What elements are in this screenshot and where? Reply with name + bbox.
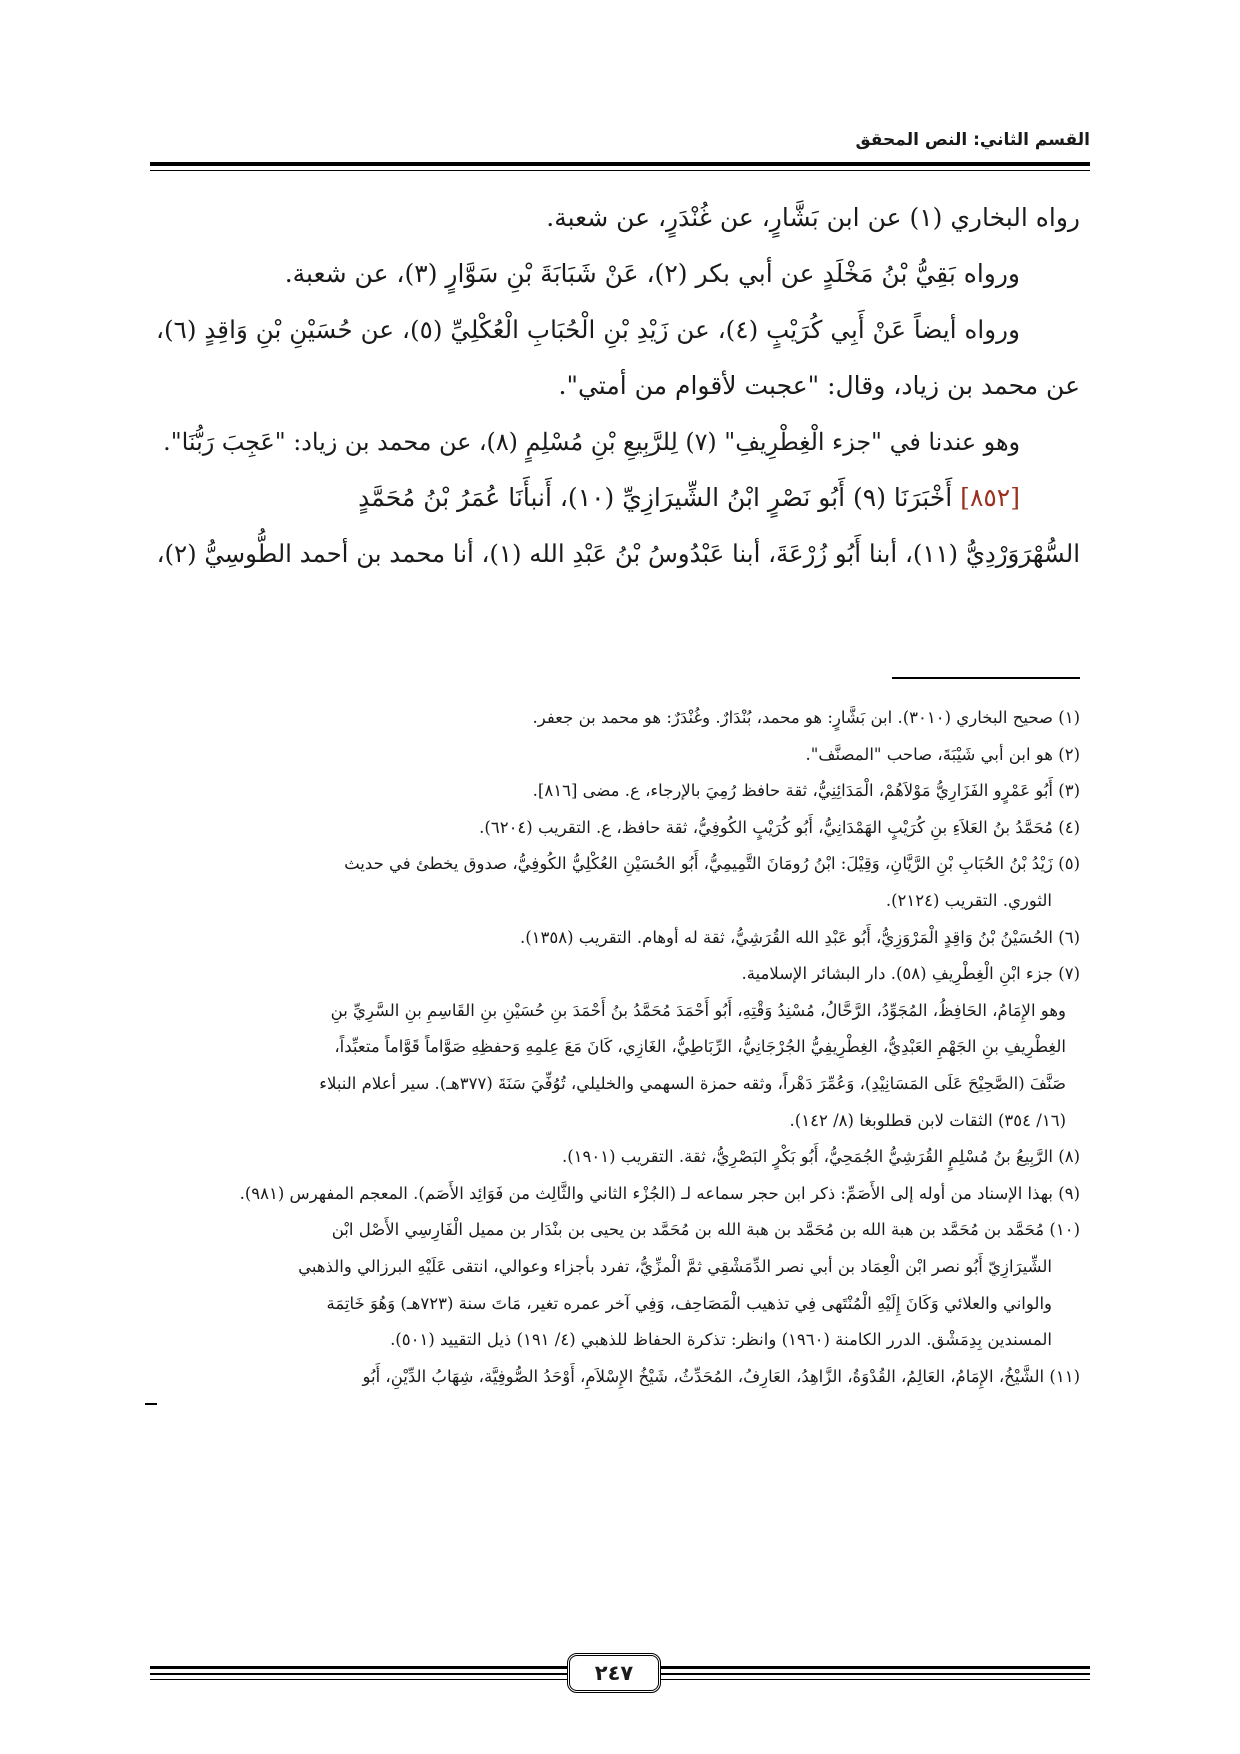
- footnote-line: (١٠) مُحَمَّد بن مُحَمَّد بن هبة الله بن مُحَمَّد بن هبة الله بن مُحَمَّد بن يحيى بن بنْدَار بن مميل الْفَارِسِي الأَصْل ابْن: [331, 1220, 1080, 1240]
- main-text: [155, 190, 1080, 582]
- footnote-line: (٥) زَيْدُ بْنُ الحُبَابِ بْنِ الرَّيَّانِ، وَقِيْلَ: ابْنُ رُومَانَ التَّمِيمِيُّ، أَبُو الحُسَيْنِ العُكْلِيُّ الكُوفِيُّ، صدوق يخطئ في حديث: [344, 854, 1080, 874]
- main-line: رواه البخاري (١) عن ابن بَشَّارٍ، عن غُنْدَرٍ، عن شعبة.: [546, 203, 1080, 232]
- main-line: عن محمد بن زياد، وقال: "عجبت لأقوام من أمتي".: [558, 371, 1080, 400]
- footnotes: [145, 700, 1080, 1405]
- main-line: وهو عندنا في "جزء الْغِطْرِيفِ" (٧) لِلرَّبِيعِ بْنِ مُسْلِمٍ (٨)، عن محمد بن زياد: "عَجِبَ رَبُّنَا".: [163, 428, 1020, 456]
- running-header: القسم الثاني: النص المحقق: [855, 130, 1090, 150]
- header-rule: [150, 162, 1090, 166]
- footnote-line: (٩) بهذا الإسناد من أوله إلى الأَصَمِّ: ذكر ابن حجر سماعه لـ (الجُزْء الثاني والثَّالِث من فَوَائِد الأَصَم). المعجم المفهرس (٩٨١).: [239, 1183, 1080, 1203]
- footnote-line: (٦) الحُسَيْنُ بْنُ وَاقِدٍ الْمَرْوَزِيُّ، أَبُو عَبْدِ الله القُرَشِيُّ، ثقة له أوهام. التقريب (١٣٥٨).: [519, 927, 1080, 947]
- footnote-line: المسندين بِدِمَشْق. الدرر الكامنة (١٩٦٠) وانظر: تذكرة الحفاظ للذهبي (٤/ ١٩١) ذيل التقييد (٥٠١).: [390, 1330, 1052, 1350]
- footnote-line: الشِّيرَازِيّ أَبُو نصر ابْن الْعِمَاد بن أبي نصر الدِّمَشْقِي ثمَّ الْمزِّيُّ، تفرد بأجزاء وعوالي، انتقى عَلَيْهِ البرزالي والذهبي: [298, 1256, 1052, 1276]
- main-line-entry: [155, 470, 1080, 526]
- entry-text: أَخْبَرَنَا (٩) أَبُو نَصْرٍ ابْنُ الشِّيرَازِيِّ (١٠)، أَنبأَنَا عُمَرُ بْنُ مُحَمَّدٍ: [358, 483, 953, 512]
- footnote-line: (٤) مُحَمَّدُ بنُ العَلاَءِ بنِ كُرَيْبٍ الهَمْدَانِيُّ، أَبُو كُرَيْبٍ الكُوفِيُّ، ثقة حافظ، ع. التقريب (٦٢٠٤).: [479, 817, 1080, 837]
- footnote-line: الغِطْرِيفِ بنِ الجَهْمِ العَبْدِيُّ، الغِطْرِيفِيُّ الجُرْجَانِيُّ، الرِّبَاطِيُّ، الغَازِي، كَانَ مَعَ عِلمِهِ وَحفظِهِ صَوَّاماً قَوَّاماً متعبِّداً،: [334, 1037, 1066, 1057]
- footnote-line: (٣) أَبُو عَمْرٍو الفَزَارِيُّ مَوْلاَهُمْ، الْمَدَائِنِيُّ، ثقة حافظ رُمِيَ بالإرجاء، ع. مضى [٨١٦].: [532, 781, 1080, 801]
- footnote-line: (١٦/ ٣٥٤) الثقات لابن قطلوبغا (٨/ ١٤٢).: [789, 1110, 1066, 1130]
- continuation-mark: [145, 1403, 157, 1405]
- footnote-line: وهو الإِمَامُ، الحَافِظُ، المُجَوِّدُ، الرَّحَّالُ، مُسْنِدُ وَقْتِهِ، أَبُو أَحْمَدَ مُحَمَّدُ بنُ أَحْمَدَ بنِ حُسَيْنِ بنِ القَاسِمِ بنِ السَّرِيِّ بنِ: [330, 1000, 1066, 1020]
- footnote-line: والواني والعلائي وَكَانَ إِلَيْهِ الْمُنْتَهى فِي تذهيب الْمَصَاحِف، وَفِي آخر عمره تغير، مَاتَ سنة (٧٢٣هـ) وَهُوَ خَاتِمَة: [326, 1293, 1052, 1313]
- main-line: السُّهْرَوَرْدِيُّ (١١)، أبنا أَبُو زُرْعَةَ، أبنا عَبْدُوسُ بْنُ عَبْدِ الله (١)، أنا محمد بن أحمد الطُّوسِيُّ (٢)،: [156, 539, 1080, 568]
- main-line: ورواه بَقِيُّ بْنُ مَخْلَدٍ عن أبي بكر (٢)، عَنْ شَبَابَةَ بْنِ سَوَّارٍ (٣)، عن شعبة.: [284, 259, 1020, 288]
- entry-number: [٨٥٢]: [960, 483, 1020, 512]
- page-number: ٢٤٧: [567, 1653, 661, 1693]
- footnote-separator: [892, 677, 1080, 679]
- main-line: ورواه أيضاً عَنْ أَبِي كُرَيْبٍ (٤)، عن زَيْدِ بْنِ الْحُبَابِ الْعُكْلِيِّ (٥)، عن حُسَيْنِ بْنِ وَاقِدٍ (٦)،: [155, 315, 1020, 344]
- footnote-line: (٢) هو ابن أبي شَيْبَةَ، صاحب "المصنَّف".: [805, 744, 1080, 764]
- footnote-line: صَنَّفَ (الصَّحِيْحَ عَلَى المَسَانِيْدِ)، وَعُمِّرَ دَهْراً، وثقه حمزة السهمي والخليلي، تُوُفِّيَ سَنَةَ (٣٧٧هـ). سير أعلام النبلاء: [319, 1073, 1066, 1093]
- footnote-line: (١) صحيح البخاري (٣٠١٠). ابن بَشَّارٍ: هو محمد، بُنْدَارٌ. وغُنْدَرٌ: هو محمد بن جعفر.: [532, 708, 1080, 727]
- header-rule-thin: [150, 170, 1090, 171]
- footnote-line: (٨) الرَّبِيعُ بنُ مُسْلِمٍ القُرَشِيُّ الجُمَحِيُّ، أَبُو بَكْرٍ البَصْرِيُّ، ثقة. التقريب (١٩٠١).: [561, 1147, 1080, 1167]
- footnote-line: (٧) جزء ابْنِ الْغِطْرِيفِ (٥٨). دار البشائر الإسلامية.: [741, 964, 1080, 984]
- footnote-line: (١١) الشَّيْخُ، الإِمَامُ، العَالِمُ، القُدْوَةُ، الزَّاهِدُ، العَارِفُ، المُحَدِّثُ، شَيْخُ الإِسْلاَمِ، أَوْحَدُ الصُّوفِيَّة، شِهَابُ الدِّيْنِ، أَبُو: [362, 1366, 1080, 1386]
- footnote-line: الثوري. التقريب (٢١٢٤).: [885, 890, 1052, 910]
